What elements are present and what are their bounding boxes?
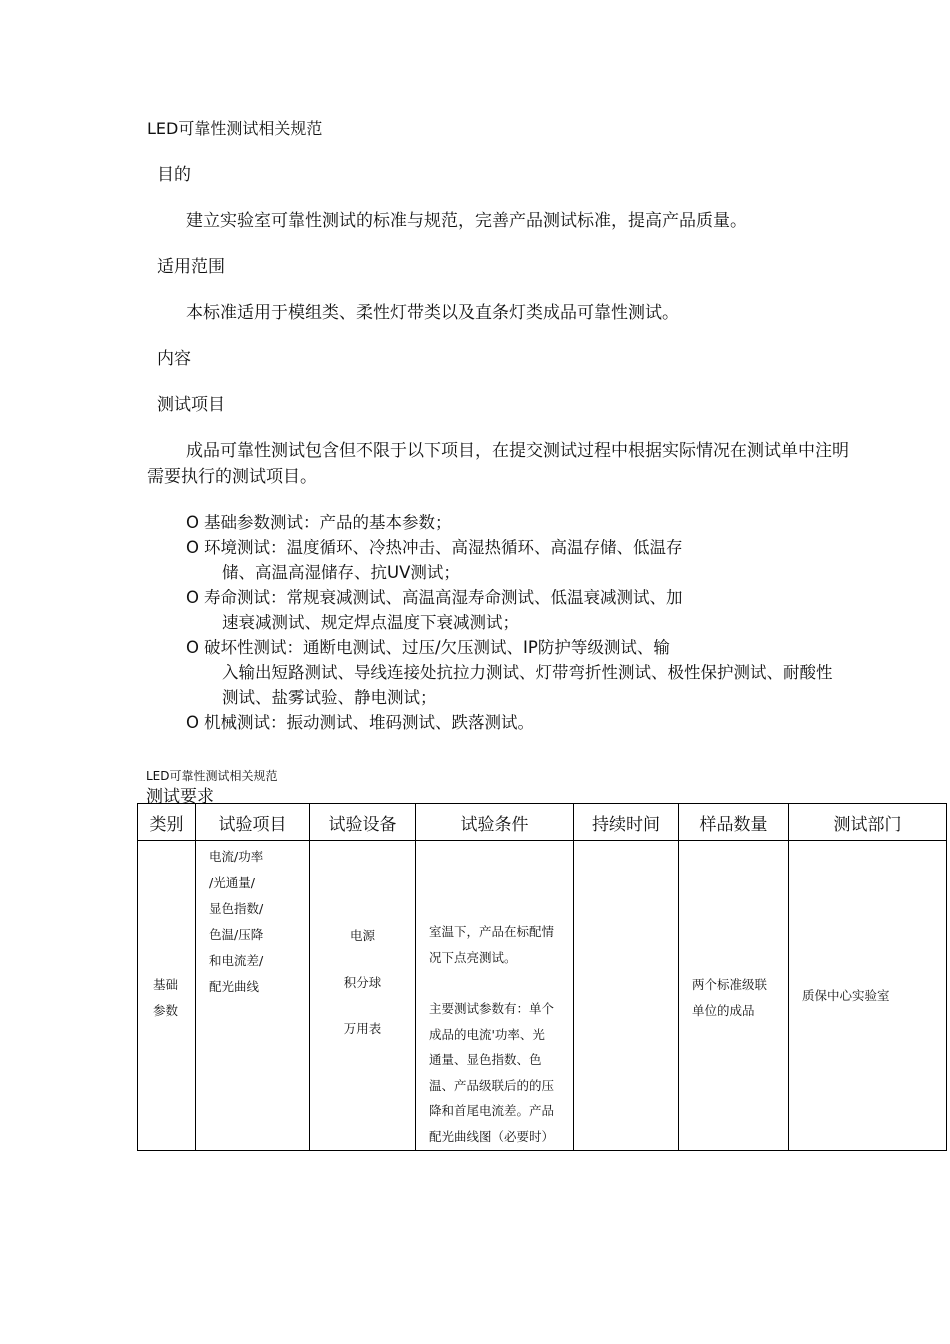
- bullet-mark: O: [186, 588, 199, 607]
- scope-text: 本标准适用于模组类、柔性灯带类以及直条灯类成品可靠性测试。: [186, 303, 679, 323]
- table-row: [138, 841, 947, 1151]
- list-item-text: 机械测试：振动测试、堆码测试、跌落测试。: [204, 713, 534, 732]
- purpose-heading: 目的: [157, 165, 191, 185]
- list-item-continuation: 测试、盐雾试验、静电测试；: [222, 688, 437, 707]
- header-conditions: 试验条件: [416, 804, 574, 841]
- list-item-continuation: 速衰减测试、规定焊点温度下衰减测试；: [222, 613, 519, 632]
- samples-text: 两个标准级联 单位的成品: [692, 977, 768, 1018]
- list-item-text: 寿命测试：常规衰减测试、高温高湿寿命测试、低温衰减测试、加: [204, 588, 683, 607]
- cell-department: [789, 841, 947, 1151]
- bullet-mark: O: [186, 538, 199, 557]
- list-item-continuation: 入输出短路测试、导线连接处抗拉力测试、灯带弯折性测试、极性保护测试、耐酸性: [222, 663, 833, 682]
- conditions-text-1: 室温下，产品在标配情 况下点亮测试。: [429, 924, 555, 965]
- requirements-table: [137, 803, 947, 1151]
- list-item-text: 破坏性测试：通断电测试、过压/欠压测试、IP防护等级测试、输: [204, 638, 670, 657]
- list-item: [186, 535, 833, 585]
- purpose-text: 建立实验室可靠性测试的标准与规范，完善产品测试标准，提高产品质量。: [186, 211, 747, 231]
- conditions-text-2: 主要测试参数有：单个 成品的电流'功率、光 通量、显色指数、色 温、产品级联后的的压 降和首尾电流差。产品 配光曲线图（必要时）: [429, 1001, 555, 1144]
- table-header-row: [138, 804, 947, 841]
- header-department: 测试部门: [789, 804, 947, 841]
- test-items-intro-line2: 需要执行的测试项目。: [147, 467, 317, 487]
- list-item-continuation: 储、高温高湿储存、抗UV测试；: [222, 563, 460, 582]
- list-item: [186, 510, 833, 535]
- list-item: [186, 585, 833, 635]
- list-item: [186, 710, 833, 735]
- test-items-intro-line1: 成品可靠性测试包含但不限于以下项目，在提交测试过程中根据实际情况在测试单中注明: [186, 441, 849, 461]
- bullet-mark: O: [186, 513, 199, 532]
- list-item-text: 基础参数测试：产品的基本参数；: [204, 513, 452, 532]
- header-equipment: 试验设备: [310, 804, 416, 841]
- scope-heading: 适用范围: [157, 257, 225, 277]
- header-samples: 样品数量: [679, 804, 789, 841]
- cell-test-item: [196, 841, 310, 1151]
- test-items-heading: 测试项目: [157, 395, 225, 415]
- cell-equipment: [310, 841, 416, 1151]
- equipment-text: 电源 积分球 万用表: [343, 928, 382, 1036]
- cell-category: [138, 841, 196, 1151]
- header-test-item: 试验项目: [196, 804, 310, 841]
- content-heading: 内容: [157, 349, 191, 369]
- list-item-text: 环境测试：温度循环、冷热冲击、高湿热循环、高温存储、低温存: [204, 538, 683, 557]
- test-items-list: [186, 510, 833, 735]
- page-header-small: LED可靠性测试相关规范: [146, 769, 278, 783]
- bullet-mark: O: [186, 638, 199, 657]
- document-title: LED可靠性测试相关规范: [147, 119, 323, 138]
- bullet-mark: O: [186, 713, 199, 732]
- header-duration: 持续时间: [574, 804, 679, 841]
- cell-conditions: [416, 841, 574, 1151]
- cell-duration: [574, 841, 679, 1151]
- category-text: 基础 参数: [153, 977, 179, 1018]
- header-category: 类别: [138, 804, 196, 841]
- list-item: [186, 635, 833, 710]
- test-item-text: 电流/功率 /光通量/ 显色指数/ 色温/压降 和电流差/ 配光曲线: [209, 849, 264, 994]
- department-text: 质保中心实验室: [802, 988, 890, 1003]
- requirements-title: 测试要求: [146, 787, 214, 807]
- cell-samples: [679, 841, 789, 1151]
